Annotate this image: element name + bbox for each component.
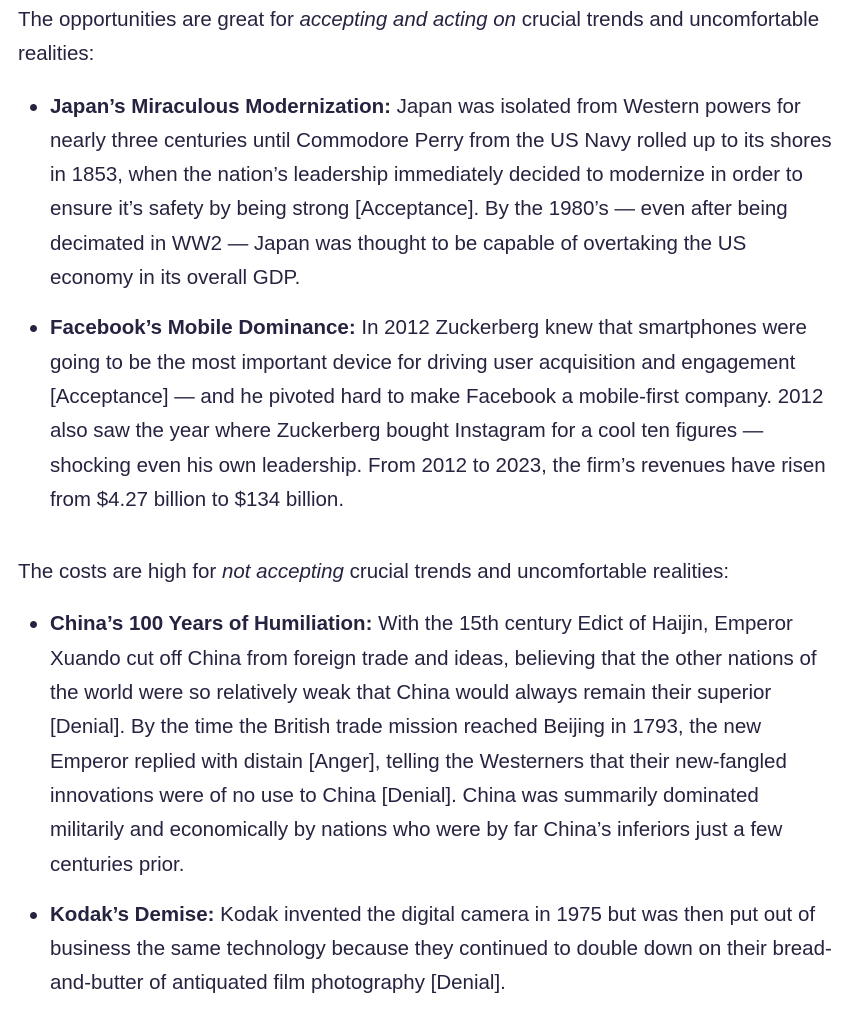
list-item-facebook xyxy=(50,311,834,517)
accepting-intro xyxy=(18,3,834,72)
item-body: Kodak invented the digital camera in 1975 but was then put out of business the same technology because they continued to double down on their bread-and-butter of antiquated film photography [Denial]. xyxy=(50,902,832,995)
item-body: Japan was isolated from Western powers for nearly three centuries until Commodore Perry from the US Navy rolled up to its shores in 1853, when the nation’s leadership immediately decided to modernize in order to ensure it’s safety by being strong [Acceptance]. By the 1980’s — even after being decimated in WW2 — Japan was thought to be capable of overtaking the US economy in its overall GDP. xyxy=(50,94,832,290)
not-accepting-intro-before: The costs are high for xyxy=(18,560,222,584)
not-accepting-intro xyxy=(18,555,834,589)
list-item-china xyxy=(50,607,834,881)
list-item-japan xyxy=(50,90,834,296)
accepting-intro-after: crucial trends and uncomfortable realities: xyxy=(18,8,820,66)
item-title: China’s 100 Years of Humiliation: xyxy=(50,612,373,636)
accepting-intro-before: The opportunities are great for xyxy=(18,8,300,31)
accepting-intro-emphasis: accepting and acting on xyxy=(299,8,517,31)
not-accepting-list xyxy=(18,607,834,1000)
item-title: Facebook’s Mobile Dominance: xyxy=(50,316,356,340)
not-accepting-intro-emphasis: not accepting xyxy=(221,560,344,584)
accepting-list xyxy=(18,90,834,518)
item-body: In 2012 Zuckerberg knew that smartphones were going to be the most important device for driving user acquisition and engagement [Acceptance] — and he pivoted hard to make Facebook a mobile-first company. 2012 also saw the year where Zuckerberg bought Instagram for a cool ten figures — shocking even his own leadership. From 2012 to 2023, the firm’s revenues have risen from $4.27 billion to $134 billion. xyxy=(50,316,826,511)
not-accepting-intro-after: crucial trends and uncomfortable realities: xyxy=(343,560,730,584)
item-title: Japan’s Miraculous Modernization: xyxy=(50,94,391,118)
list-item-kodak xyxy=(50,898,834,1001)
item-body: With the 15th century Edict of Haijin, Emperor Xuando cut off China from foreign trade and ideas, believing that the other nations of the world were so relatively weak that China would always remain their superior [Denial]. By the time the British trade mission reached Beijing in 1793, the new Emperor replied with distain [Anger], telling the Westerners that their new-fangled innovations were of no use to China [Denial]. China was summarily dominated militarily and economically by nations who were by far China’s inferiors just a few centuries prior. xyxy=(50,612,817,876)
item-title: Kodak’s Demise: xyxy=(50,902,215,926)
